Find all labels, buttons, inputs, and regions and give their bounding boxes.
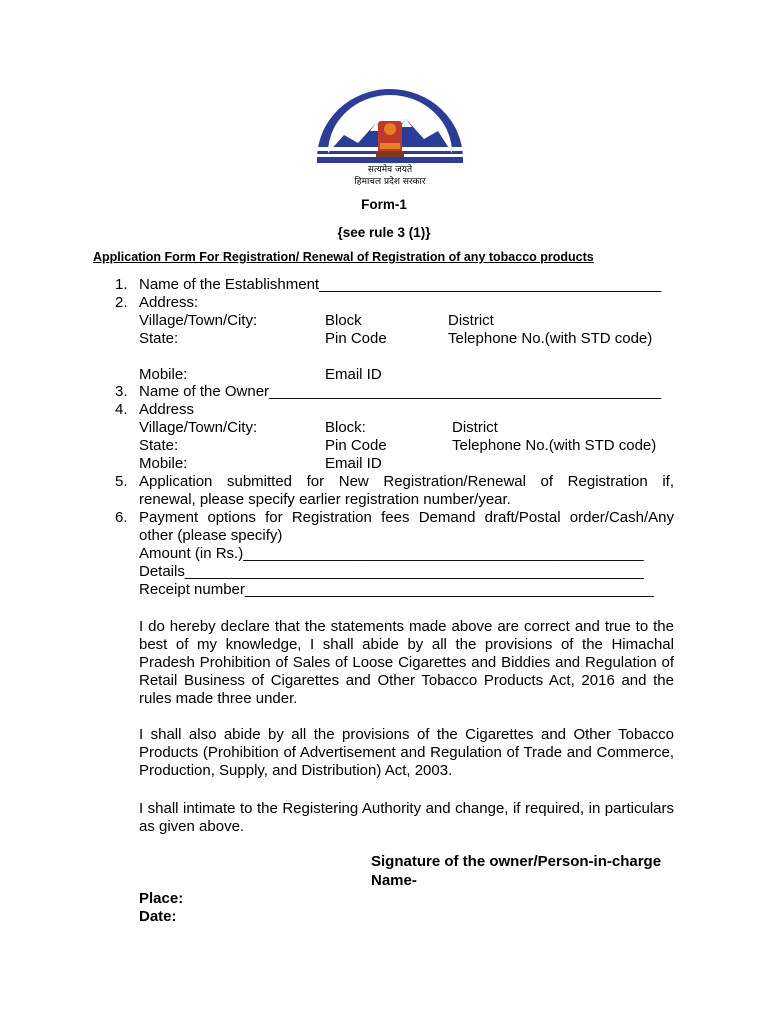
name-label[interactable]: Name- xyxy=(371,872,417,889)
owner-email-field[interactable]: Email ID xyxy=(325,455,382,472)
date-label[interactable]: Date: xyxy=(139,908,177,925)
place-label[interactable]: Place: xyxy=(139,890,184,907)
declaration-paragraph-3: I shall intimate to the Registering Authority and change, if required, in particulars as given above. xyxy=(139,800,674,835)
application-type-text: Application submitted for New Registration/Renewal of Registration if, xyxy=(139,473,674,490)
declaration-paragraph-1: I do hereby declare that the statements made above are correct and true to the best of my knowledge, I shall abide by all the provisions of the Himachal Pradesh Prohibition of Sales of Loose Cigarettes and Biddies and Regulation of Retail Business of Cigarettes and Other Tobacco Products Act, 2016 and the rules made three under. xyxy=(139,618,674,707)
block-field[interactable]: Block xyxy=(325,312,362,329)
establishment-name-field[interactable]: Name of the Establishment_________________________________________ xyxy=(139,276,662,293)
item-number-5: 5. xyxy=(115,473,128,490)
owner-district-field[interactable]: District xyxy=(452,419,498,436)
payment-options-text: Payment options for Registration fees Demand draft/Postal order/Cash/Any xyxy=(139,509,674,526)
svg-text:सत्यमेव जयते: सत्यमेव जयते xyxy=(367,165,413,175)
rule-reference: {see rule 3 (1)} xyxy=(337,225,431,240)
email-field[interactable]: Email ID xyxy=(325,366,382,383)
item-number-6: 6. xyxy=(115,509,128,526)
owner-block-field[interactable]: Block: xyxy=(325,419,366,436)
owner-state-field[interactable]: State: xyxy=(139,437,179,454)
state-field[interactable]: State: xyxy=(139,330,179,347)
owner-name-field[interactable]: Name of the Owner_______________________________________________ xyxy=(139,383,662,400)
item-number-2: 2. xyxy=(115,294,128,311)
declaration-paragraph-2: I shall also abide by all the provisions of the Cigarettes and Other Tobacco Products (Prohibition of Advertisement and Regulation of Trade and Commerce, Production, Supply, and Distribution) Act, 2003. xyxy=(139,726,674,779)
svg-text:हिमाचल प्रदेश सरकार: हिमाचल प्रदेश सरकार xyxy=(354,177,426,187)
pin-code-field[interactable]: Pin Code xyxy=(325,330,387,347)
village-town-city-field[interactable]: Village/Town/City: xyxy=(139,312,258,329)
signature-label[interactable]: Signature of the owner/Person-in-charge xyxy=(371,853,662,870)
earlier-registration-text: renewal, please specify earlier registration number/year. xyxy=(139,491,511,508)
payment-other-text: other (please specify) xyxy=(139,527,283,544)
owner-mobile-field[interactable]: Mobile: xyxy=(139,455,188,472)
owner-village-town-city-field[interactable]: Village/Town/City: xyxy=(139,419,258,436)
emblem-icon xyxy=(376,121,404,157)
mobile-field[interactable]: Mobile: xyxy=(139,366,188,383)
owner-pin-code-field[interactable]: Pin Code xyxy=(325,437,387,454)
owner-telephone-field[interactable]: Telephone No.(with STD code) xyxy=(452,437,657,454)
address-label: Address: xyxy=(139,294,199,311)
item-number-3: 3. xyxy=(115,383,128,400)
item-number-4: 4. xyxy=(115,401,128,418)
district-field[interactable]: District xyxy=(448,312,494,329)
form-title: Form-1 xyxy=(361,197,407,212)
amount-field[interactable]: Amount (in Rs.)________________________________________________ xyxy=(139,545,644,562)
himachal-government-logo xyxy=(314,87,466,187)
receipt-number-field[interactable]: Receipt number_________________________________________________ xyxy=(139,581,654,598)
item-number-1: 1. xyxy=(115,276,128,293)
details-field[interactable]: Details_______________________________________________________ xyxy=(139,563,644,580)
owner-address-label: Address xyxy=(139,401,195,418)
form-heading: Application Form For Registration/ Renewal of Registration of any tobacco products xyxy=(93,250,594,264)
telephone-field[interactable]: Telephone No.(with STD code) xyxy=(448,330,653,347)
